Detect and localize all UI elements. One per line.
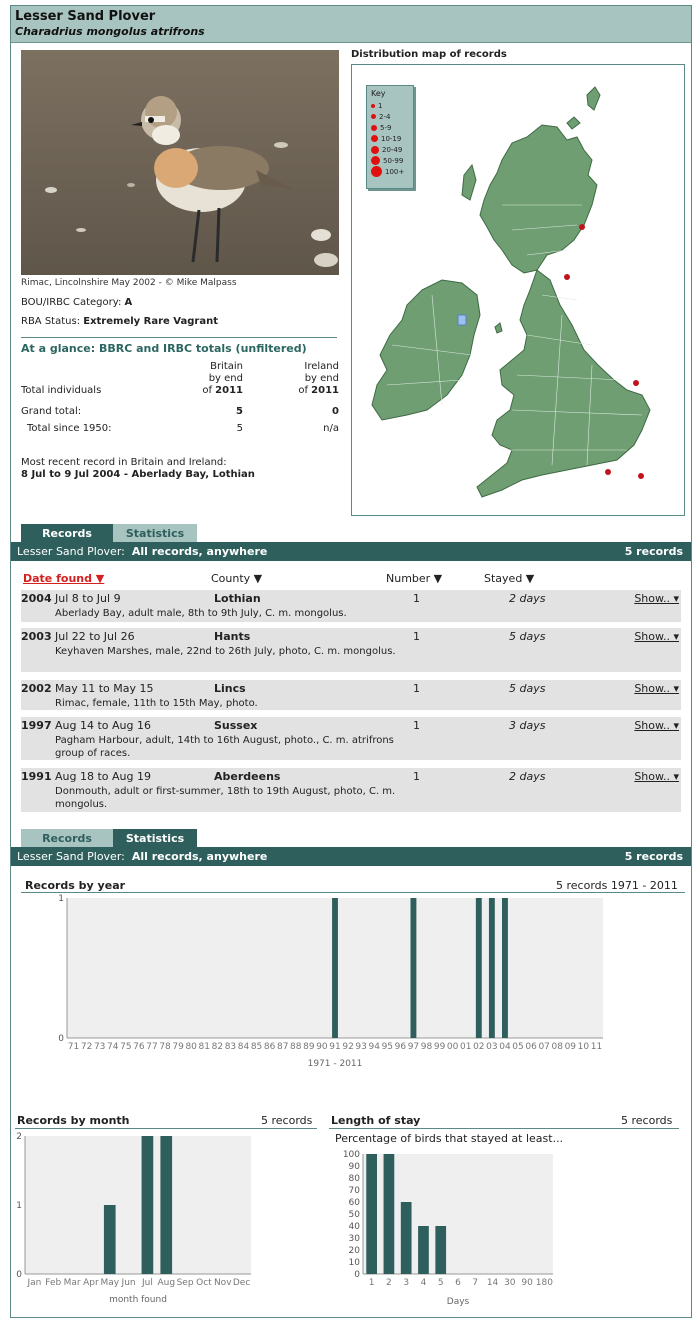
x-tick-label: 77 bbox=[146, 1042, 158, 1052]
since-1950-label: Total since 1950: bbox=[27, 423, 112, 434]
x-tick-label: 7 bbox=[472, 1278, 479, 1288]
x-tick-label: 08 bbox=[551, 1042, 563, 1052]
bar-Aug[interactable] bbox=[160, 1136, 172, 1274]
filter-species: Lesser Sand Plover: bbox=[17, 545, 125, 558]
bar-Jul[interactable] bbox=[142, 1136, 154, 1274]
bou-value: A bbox=[124, 297, 133, 308]
record-county: Sussex bbox=[214, 719, 258, 732]
month-chart bbox=[11, 1130, 261, 1310]
key-label: 1 bbox=[378, 101, 383, 110]
x-tick-label: 2 bbox=[386, 1278, 392, 1288]
show-details-button[interactable]: Show.. ▾ bbox=[634, 592, 679, 605]
x-tick-label: 82 bbox=[211, 1042, 224, 1052]
sort-county[interactable]: County ▼ bbox=[211, 572, 263, 585]
tab-statistics[interactable]: Statistics bbox=[113, 524, 197, 542]
x-tick-label: Oct bbox=[196, 1278, 212, 1288]
bar-03[interactable] bbox=[489, 898, 495, 1038]
key-item bbox=[371, 166, 409, 177]
record-number: 1 bbox=[413, 770, 420, 783]
y-tick-label: 2 bbox=[16, 1132, 22, 1142]
stay-chart-note: Percentage of birds that stayed at least... bbox=[335, 1132, 564, 1145]
ireland-column-head bbox=[281, 361, 339, 397]
x-tick-label: 30 bbox=[504, 1278, 516, 1288]
y-tick-label: 1 bbox=[58, 894, 64, 904]
x-tick-label: 91 bbox=[329, 1042, 341, 1052]
record-count: 5 records bbox=[624, 850, 683, 863]
britain-column-head bbox=[191, 361, 243, 397]
x-tick-label: 1 bbox=[368, 1278, 375, 1288]
record-year: 2002 bbox=[21, 682, 52, 695]
y-tick-label: 100 bbox=[342, 1150, 360, 1160]
stay-chart-title: Length of stay bbox=[331, 1114, 421, 1127]
x-tick-label: 79 bbox=[172, 1042, 184, 1052]
photo-caption: Rimac, Lincolnshire May 2002 - © Mike Malpass bbox=[21, 278, 237, 288]
species-photo[interactable] bbox=[21, 50, 339, 275]
year-chart-title: Records by year bbox=[25, 879, 126, 892]
show-details-button[interactable]: Show.. ▾ bbox=[634, 719, 679, 732]
tab-records-2[interactable]: Records bbox=[21, 829, 113, 847]
x-tick-label: 90 bbox=[316, 1042, 328, 1052]
ireland-head-2: by end bbox=[304, 373, 339, 384]
grand-total-ireland: 0 bbox=[332, 406, 339, 417]
x-tick-label: Nov bbox=[213, 1278, 232, 1288]
x-tick-label: 75 bbox=[120, 1042, 132, 1052]
key-item bbox=[371, 122, 409, 133]
ireland-head-1: Ireland bbox=[304, 361, 339, 372]
x-tick-label: 80 bbox=[185, 1042, 197, 1052]
record-county: Lothian bbox=[214, 592, 261, 605]
x-tick-label: 81 bbox=[198, 1042, 210, 1052]
lough-neagh bbox=[458, 315, 466, 325]
x-tick-label: 88 bbox=[290, 1042, 302, 1052]
x-tick-label: 87 bbox=[276, 1042, 289, 1052]
scientific-name: Charadrius mongolus atrifrons bbox=[15, 25, 205, 38]
bou-category bbox=[21, 297, 132, 308]
stay-chart bbox=[323, 1146, 563, 1311]
x-tick-label: 07 bbox=[538, 1042, 550, 1052]
y-tick-label: 30 bbox=[348, 1234, 360, 1244]
key-item bbox=[371, 111, 409, 122]
record-number: 1 bbox=[413, 719, 420, 732]
record-dot-sussex[interactable] bbox=[638, 473, 644, 479]
show-details-button[interactable]: Show.. ▾ bbox=[634, 770, 679, 783]
x-tick-label: 10 bbox=[577, 1042, 590, 1052]
sort-stayed[interactable]: Stayed ▼ bbox=[484, 572, 535, 585]
show-details-button[interactable]: Show.. ▾ bbox=[634, 682, 679, 695]
y-tick-label: 50 bbox=[348, 1210, 360, 1220]
x-axis-label: month found bbox=[109, 1295, 167, 1305]
x-tick-label: Mar bbox=[63, 1278, 81, 1288]
x-tick-label: Jan bbox=[27, 1278, 42, 1288]
x-tick-label: 4 bbox=[420, 1278, 427, 1288]
key-item bbox=[371, 133, 409, 144]
bar-97[interactable] bbox=[410, 898, 416, 1038]
britain-year: 2011 bbox=[215, 385, 243, 396]
x-tick-label: 14 bbox=[486, 1278, 499, 1288]
y-tick-label: 40 bbox=[348, 1222, 360, 1232]
glance-title: At a glance: BBRC and IRBC totals (unfiltered) bbox=[21, 337, 337, 355]
x-axis-label: Days bbox=[446, 1297, 470, 1307]
x-tick-label: 85 bbox=[250, 1042, 263, 1052]
month-chart-rule bbox=[15, 1128, 317, 1129]
grand-total-label: Grand total: bbox=[21, 406, 82, 417]
x-tick-label: 06 bbox=[525, 1042, 537, 1052]
month-chart-subtitle: 5 records bbox=[261, 1114, 313, 1127]
key-title: Key bbox=[371, 89, 386, 98]
record-number: 1 bbox=[413, 682, 420, 695]
year-chart-rule bbox=[21, 892, 685, 893]
britain-head-3: of bbox=[202, 385, 212, 396]
y-tick-label: 0 bbox=[354, 1270, 360, 1280]
record-dot-lothian[interactable] bbox=[564, 274, 570, 280]
x-tick-label: 97 bbox=[407, 1042, 420, 1052]
x-tick-label: 78 bbox=[159, 1042, 171, 1052]
page-frame bbox=[10, 5, 692, 1318]
x-tick-label: Jul bbox=[141, 1278, 153, 1288]
common-name: Lesser Sand Plover bbox=[15, 9, 156, 24]
x-tick-label: 72 bbox=[80, 1042, 93, 1052]
y-tick-label: 70 bbox=[348, 1186, 360, 1196]
map-title: Distribution map of records bbox=[351, 49, 507, 60]
x-tick-label: 83 bbox=[224, 1042, 237, 1052]
x-tick-label: 3 bbox=[403, 1278, 410, 1288]
ireland-head-3: of bbox=[298, 385, 308, 396]
britain-head-2: by end bbox=[208, 373, 243, 384]
britain-head-1: Britain bbox=[210, 361, 243, 372]
x-tick-label: 09 bbox=[564, 1042, 577, 1052]
x-tick-label: 11 bbox=[590, 1042, 603, 1052]
record-number: 1 bbox=[413, 630, 420, 643]
record-row bbox=[21, 717, 681, 760]
x-tick-label: 03 bbox=[486, 1042, 498, 1052]
record-stayed: 2 days bbox=[509, 592, 546, 605]
scotland-region bbox=[480, 125, 597, 273]
month-chart-title: Records by month bbox=[17, 1114, 130, 1127]
key-label: 100+ bbox=[385, 167, 405, 176]
x-tick-label: Aug bbox=[157, 1278, 176, 1288]
record-stayed: 5 days bbox=[509, 682, 546, 695]
filter-value[interactable]: All records, anywhere bbox=[131, 850, 268, 863]
y-tick-label: 0 bbox=[16, 1270, 22, 1280]
bar-3[interactable] bbox=[401, 1202, 412, 1274]
x-tick-label: 94 bbox=[368, 1042, 380, 1052]
y-tick-label: 10 bbox=[348, 1258, 360, 1268]
record-row bbox=[21, 680, 681, 710]
x-tick-label: 01 bbox=[460, 1042, 472, 1052]
x-tick-label: 98 bbox=[420, 1042, 433, 1052]
bou-label: BOU/IRBC Category: bbox=[21, 297, 122, 308]
record-description: Rimac, female, 11th to 15th May, photo. bbox=[55, 698, 258, 709]
x-tick-label: Apr bbox=[83, 1278, 99, 1288]
shetland-region bbox=[587, 87, 600, 110]
y-tick-label: 80 bbox=[348, 1174, 360, 1184]
x-tick-label: 99 bbox=[433, 1042, 446, 1052]
x-tick-label: 05 bbox=[512, 1042, 524, 1052]
ireland-region bbox=[372, 280, 480, 420]
y-tick-label: 60 bbox=[348, 1198, 360, 1208]
key-label: 5-9 bbox=[380, 123, 392, 132]
bar-2[interactable] bbox=[384, 1154, 395, 1274]
record-number: 1 bbox=[413, 592, 420, 605]
record-county: Aberdeens bbox=[214, 770, 281, 783]
sort-date-found[interactable]: Date found ▼ bbox=[23, 572, 105, 585]
x-tick-label: 86 bbox=[263, 1042, 276, 1052]
x-tick-label: Sep bbox=[176, 1278, 194, 1288]
record-dot-lincs[interactable] bbox=[633, 380, 639, 386]
hebrides-region bbox=[462, 165, 476, 200]
bar-5[interactable] bbox=[435, 1226, 446, 1274]
x-tick-label: 89 bbox=[303, 1042, 315, 1052]
since-1950-britain: 5 bbox=[236, 423, 243, 434]
key-item bbox=[371, 155, 409, 166]
key-label: 2-4 bbox=[379, 112, 391, 121]
stay-chart-subtitle: 5 records bbox=[621, 1114, 673, 1127]
y-tick-label: 1 bbox=[16, 1201, 22, 1211]
distribution-map[interactable] bbox=[351, 64, 685, 516]
record-county: Lincs bbox=[214, 682, 246, 695]
x-tick-label: 00 bbox=[446, 1042, 459, 1052]
record-dot-aberdeens[interactable] bbox=[579, 224, 585, 230]
sort-number[interactable]: Number ▼ bbox=[386, 572, 443, 585]
bar-May[interactable] bbox=[104, 1205, 116, 1274]
x-tick-label: 74 bbox=[107, 1042, 119, 1052]
year-chart bbox=[41, 894, 611, 1074]
record-dates: Aug 18 to Aug 19 bbox=[55, 770, 151, 783]
x-tick-label: Feb bbox=[45, 1278, 62, 1288]
x-tick-label: 95 bbox=[381, 1042, 394, 1052]
x-tick-label: 6 bbox=[455, 1278, 461, 1288]
record-county: Hants bbox=[214, 630, 251, 643]
isle-of-man-region bbox=[495, 323, 502, 333]
bar-4[interactable] bbox=[418, 1226, 429, 1274]
recent-record-label: Most recent record in Britain and Ireland: bbox=[21, 457, 227, 468]
england-wales-region bbox=[477, 270, 650, 497]
x-tick-label: Dec bbox=[232, 1278, 251, 1288]
x-tick-label: 90 bbox=[521, 1278, 533, 1288]
total-individuals-label: Total individuals bbox=[21, 385, 102, 396]
x-tick-label: 84 bbox=[237, 1042, 250, 1052]
filter-value[interactable]: All records, anywhere bbox=[131, 545, 268, 558]
record-dates: May 11 to May 15 bbox=[55, 682, 154, 695]
key-item bbox=[371, 100, 409, 111]
x-tick-label: Jun bbox=[121, 1278, 136, 1288]
rba-label: RBA Status: bbox=[21, 316, 81, 327]
x-tick-label: 180 bbox=[535, 1278, 553, 1288]
plot-area bbox=[25, 1136, 251, 1274]
grand-total-britain: 5 bbox=[236, 406, 243, 417]
key-label: 10-19 bbox=[381, 134, 402, 143]
record-year: 1997 bbox=[21, 719, 52, 732]
tab-records[interactable]: Records bbox=[21, 524, 113, 542]
recent-record-value: 8 Jul to 9 Jul 2004 - Aberlady Bay, Lothian bbox=[21, 469, 255, 480]
bar-04[interactable] bbox=[502, 898, 508, 1038]
bar-91[interactable] bbox=[332, 898, 338, 1038]
record-dates: Aug 14 to Aug 16 bbox=[55, 719, 151, 732]
orkney-region bbox=[567, 117, 580, 129]
record-stayed: 5 days bbox=[509, 630, 546, 643]
filter-species: Lesser Sand Plover: bbox=[17, 850, 125, 863]
x-tick-label: 92 bbox=[342, 1042, 354, 1052]
records-filter-bar bbox=[11, 542, 691, 561]
ireland-year: 2011 bbox=[311, 385, 339, 396]
record-dates: Jul 8 to Jul 9 bbox=[55, 592, 121, 605]
statistics-filter-bar bbox=[11, 847, 691, 866]
record-count: 5 records bbox=[624, 545, 683, 558]
record-row bbox=[21, 590, 681, 622]
y-tick-label: 90 bbox=[348, 1162, 360, 1172]
x-tick-label: 04 bbox=[499, 1042, 511, 1052]
rba-value: Extremely Rare Vagrant bbox=[83, 316, 218, 327]
y-tick-label: 0 bbox=[58, 1034, 64, 1044]
record-dot-hants[interactable] bbox=[605, 469, 611, 475]
species-header bbox=[11, 6, 691, 43]
show-details-button[interactable]: Show.. ▾ bbox=[634, 630, 679, 643]
record-description: Aberlady Bay, adult male, 8th to 9th July, C. m. mongolus. bbox=[55, 608, 347, 619]
record-stayed: 3 days bbox=[509, 719, 546, 732]
record-year: 1991 bbox=[21, 770, 52, 783]
x-axis-label: 1971 - 2011 bbox=[307, 1059, 363, 1069]
x-tick-label: May bbox=[100, 1278, 120, 1288]
x-tick-label: 73 bbox=[93, 1042, 106, 1052]
record-description: Donmouth, adult or first-summer, 18th to 19th August, photo, C. m. mongolus. bbox=[55, 786, 396, 810]
x-tick-label: 02 bbox=[473, 1042, 485, 1052]
stay-chart-rule bbox=[329, 1128, 679, 1129]
bar-02[interactable] bbox=[476, 898, 482, 1038]
year-chart-subtitle: 5 records 1971 - 2011 bbox=[556, 879, 678, 892]
key-label: 50-99 bbox=[383, 156, 404, 165]
key-item bbox=[371, 144, 409, 155]
record-description: Pagham Harbour, adult, 14th to 16th August, photo., C. m. atrifrons group of races. bbox=[55, 735, 394, 759]
key-label: 20-49 bbox=[382, 145, 403, 154]
record-row bbox=[21, 628, 681, 672]
bar-1[interactable] bbox=[366, 1154, 377, 1274]
record-stayed: 2 days bbox=[509, 770, 546, 783]
x-tick-label: 96 bbox=[394, 1042, 407, 1052]
map-key bbox=[366, 85, 414, 189]
record-dates: Jul 22 to Jul 26 bbox=[55, 630, 135, 643]
x-tick-label: 76 bbox=[133, 1042, 145, 1052]
rba-status bbox=[21, 316, 218, 327]
x-tick-label: 93 bbox=[355, 1042, 367, 1052]
since-1950-ireland: n/a bbox=[323, 423, 339, 434]
record-year: 2004 bbox=[21, 592, 52, 605]
y-tick-label: 20 bbox=[348, 1246, 360, 1256]
record-year: 2003 bbox=[21, 630, 52, 643]
tab-statistics-2[interactable]: Statistics bbox=[113, 829, 197, 847]
record-row bbox=[21, 768, 681, 812]
x-tick-label: 71 bbox=[67, 1042, 80, 1052]
record-description: Keyhaven Marshes, male, 22nd to 26th July, photo, C. m. mongolus. bbox=[55, 646, 396, 657]
x-tick-label: 5 bbox=[437, 1278, 444, 1288]
